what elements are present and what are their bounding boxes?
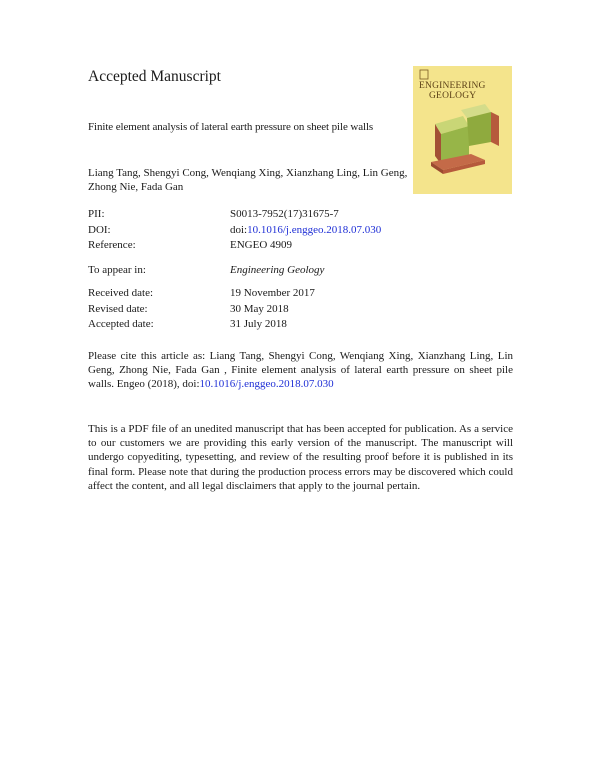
revised-label: Revised date: <box>88 302 148 315</box>
pii-value: S0013-7952(17)31675-7 <box>230 208 339 220</box>
cover-title <box>419 81 509 101</box>
manuscript-notice: This is a PDF file of an unedited manuscript that has been accepted for publication. As a service to our customers we are providing this early version of the manuscript. The manuscript will undergo copyediting, typesetting, and review of the resulting proof before it is published in its final form. Please note that during the production process errors may be discovered which could affect the content, and all legal disclaimers that apply to the journal pertain. <box>88 423 513 492</box>
cover-title-line2: GEOLOGY <box>429 91 477 101</box>
pii-label: PII: <box>88 208 105 220</box>
appear-label: To appear in: <box>88 264 146 276</box>
doi-prefix: doi: <box>230 223 248 236</box>
citation-text: Please cite this article as: Liang Tang, Shengyi Cong, Wenqiang Xing, Xianzhang Ling, Lin Geng, Zhong Nie, Fada Gan , Finite element analysis of lateral earth pressure on sheet pile walls. Engeo (2018), doi: <box>88 350 513 391</box>
accepted-label: Accepted date: <box>88 318 154 330</box>
reference-label: Reference: <box>88 239 136 251</box>
doi-value <box>230 223 381 239</box>
accepted-value: 31 July 2018 <box>230 318 287 330</box>
journal-cover <box>413 66 512 194</box>
journal-name: Engineering Geology <box>230 264 325 276</box>
doi-label: DOI: <box>88 223 111 236</box>
doi-link[interactable]: 10.1016/j.enggeo.2018.07.030 <box>247 223 382 236</box>
received-value: 19 November 2017 <box>230 287 315 299</box>
cover-title-line1: ENGINEERING <box>419 81 486 91</box>
citation-paragraph <box>88 349 513 392</box>
reference-value: ENGEO 4909 <box>230 239 293 251</box>
revised-value: 30 May 2018 <box>230 302 289 315</box>
article-title: Finite element analysis of lateral earth pressure on sheet pile walls <box>88 121 374 133</box>
citation-doi-link[interactable]: 10.1016/j.enggeo.2018.07.030 <box>199 378 334 391</box>
author-list: Liang Tang, Shengyi Cong, Wenqiang Xing, Xianzhang Ling, Lin Geng, Zhong Nie, Fada Gan <box>88 167 408 193</box>
page-heading: Accepted Manuscript <box>88 68 221 85</box>
received-label: Received date: <box>88 287 154 299</box>
